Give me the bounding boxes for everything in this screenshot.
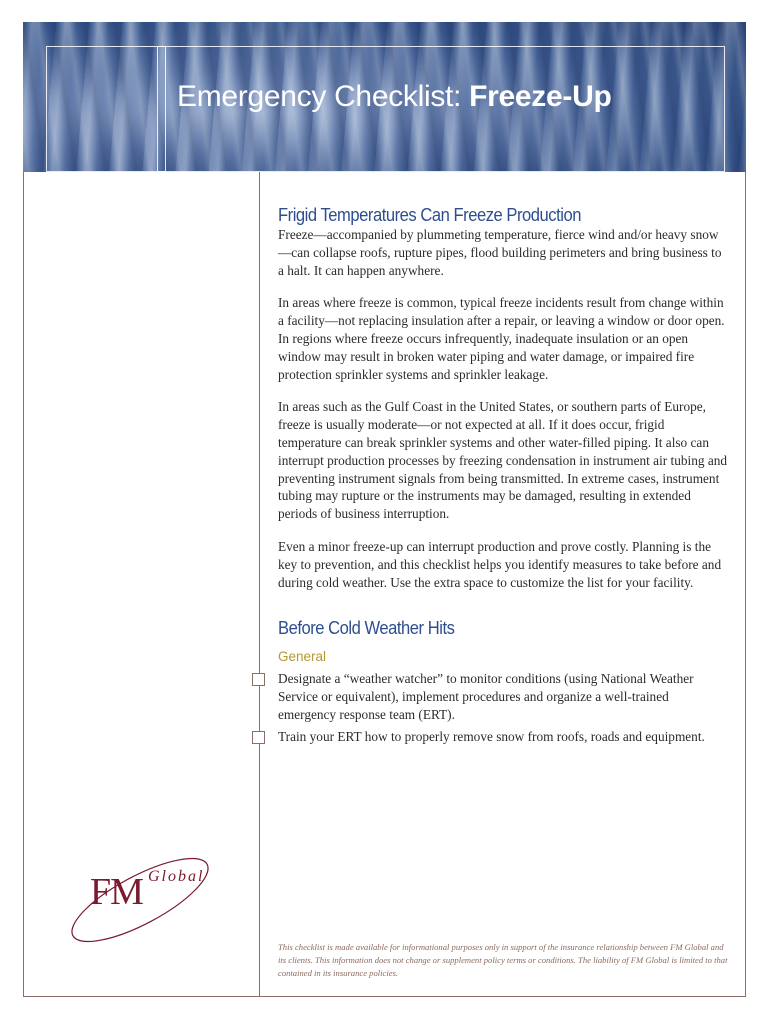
intro-paragraph-3: In areas such as the Gulf Coast in the United States, or southern parts of Europe, freeze is usually moderate—or not expected at all. If it does occur, frigid temperature can break sprinkler systems and other water-filled piping. It also can interrupt production processes by freezing condensation in instrument air tubing and preventing instrument signals from being transmitted. In extreme cases, instrument tubing may rupture or the instruments may be damaged, resulting in extended periods of business interruption. bbox=[278, 399, 728, 522]
checkbox[interactable] bbox=[252, 673, 265, 686]
header-frame-left bbox=[46, 46, 166, 172]
intro-heading: Frigid Temperatures Can Freeze Production bbox=[278, 205, 581, 225]
intro-paragraph-1: Freeze—accompanied by plummeting temperature, fierce wind and/or heavy snow—can collapse roofs, rupture pipes, flood building perimeters and bring business to a halt. It can happen anywhere. bbox=[278, 227, 722, 278]
general-subheading: General bbox=[278, 649, 327, 665]
checklist-item-text: Train your ERT how to properly remove snow from roofs, roads and equipment. bbox=[278, 728, 705, 744]
intro-paragraph-4: Even a minor freeze-up can interrupt production and prove costly. Planning is the key to prevention, and this checklist helps you identify measures to take before and during cold weather. Use the extra space to customize the list for your facility. bbox=[278, 538, 722, 590]
checkbox[interactable] bbox=[252, 731, 265, 744]
logo-global-text: Global bbox=[148, 868, 205, 885]
checklist-item bbox=[278, 728, 728, 746]
logo-fm-text: FM bbox=[90, 871, 143, 913]
header-banner bbox=[23, 22, 746, 172]
intro-paragraph-2: In areas where freeze is common, typical freeze incidents result from change within a facility—not replacing insulation after a repair, or leaving a window or door open. In regions where freeze occurs infrequently, inadequate insulation or an open window may result in broken water piping and water damage, or impaired fire protection sprinkler systems and sprinkler leakage. bbox=[278, 295, 725, 382]
page-title-regular: Emergency Checklist: bbox=[177, 80, 470, 113]
page-title-bold: Freeze-Up bbox=[469, 80, 612, 113]
checklist-item bbox=[278, 670, 728, 723]
column-divider bbox=[259, 172, 260, 997]
before-heading: Before Cold Weather Hits bbox=[278, 618, 455, 639]
main-content bbox=[278, 205, 728, 750]
checklist-item-text: Designate a “weather watcher” to monitor conditions (using National Weather Service or equivalent), implement procedures and organize a well-trained emergency response team (ERT). bbox=[278, 671, 694, 722]
disclaimer: This checklist is made available for informational purposes only in support of the insurance relationship between FM Global and its clients. This information does not change or supplement policy terms or conditions. The liability of FM Global is limited to that contained in its insurance policies. bbox=[278, 942, 728, 978]
page-title bbox=[177, 80, 611, 114]
fm-global-logo bbox=[62, 848, 222, 958]
